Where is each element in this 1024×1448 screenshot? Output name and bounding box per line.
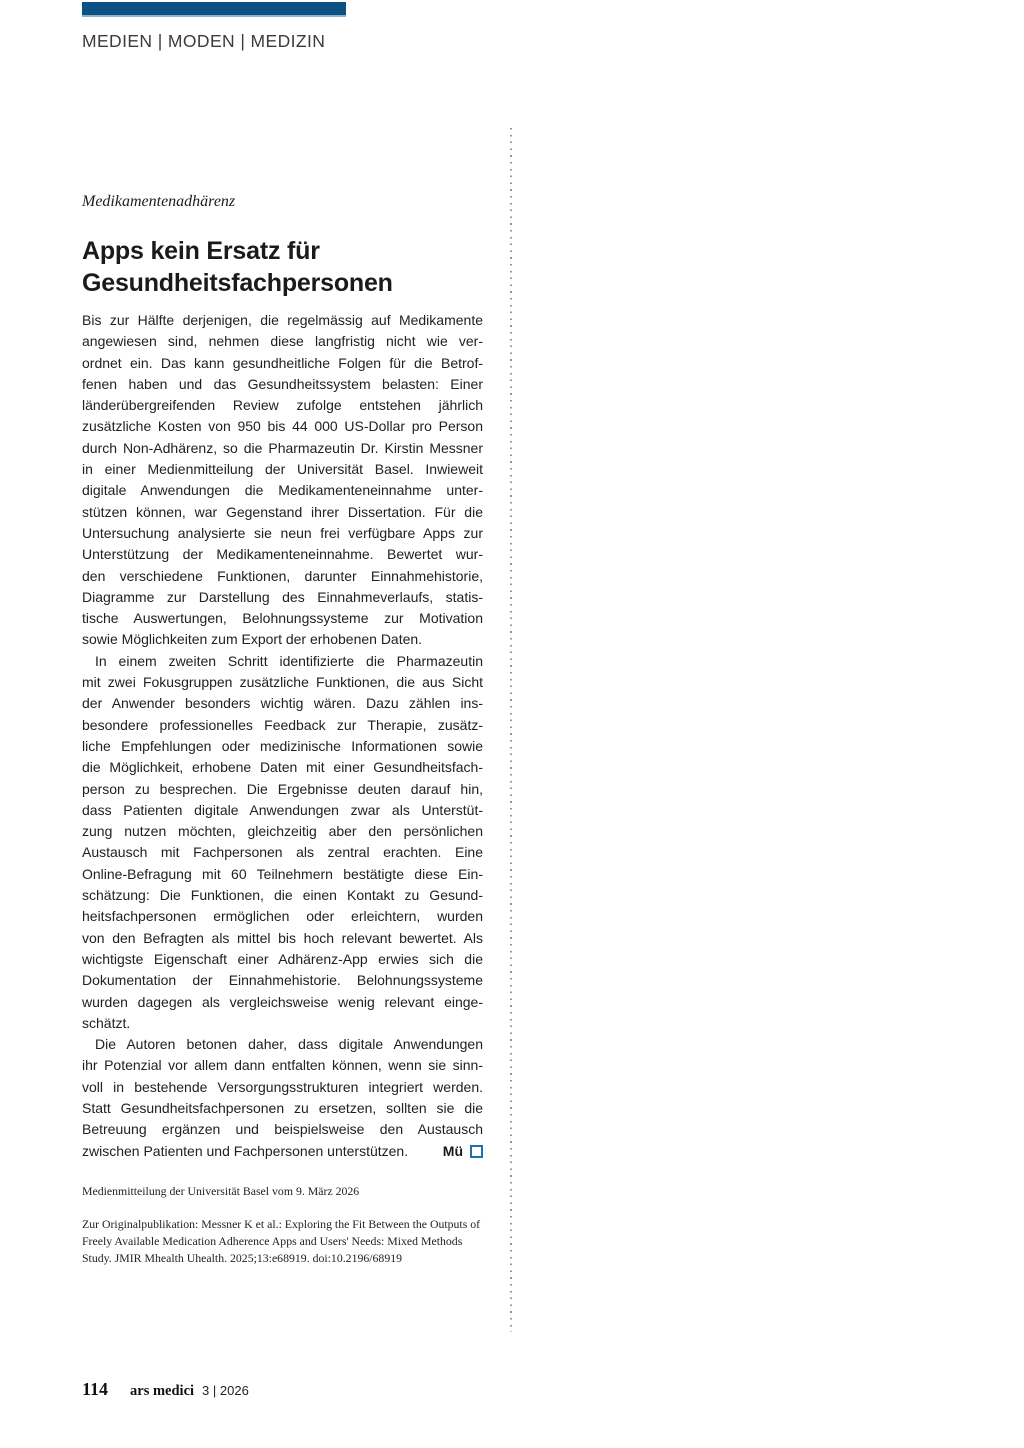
- magazine-name: ars medici: [130, 1383, 195, 1399]
- body-line: Betreuung ergänzen und beispielsweise den Austausch: [82, 1121, 483, 1138]
- body-line: die Möglichkeit, erhobene Daten mit einer Gesundheitsfach-: [82, 759, 483, 776]
- body-line: zung nutzen möchten, gleichzeitig aber den persönlichen: [82, 823, 483, 840]
- body-line: Untersuchung analysierte sie neun frei verfügbare Apps zur: [82, 524, 483, 541]
- body-line: Austausch mit Fachpersonen als zentral erachten. Eine: [82, 844, 483, 861]
- body-line: besondere professionelles Feedback zur Therapie, zusätz-: [82, 716, 483, 733]
- body-line: Diagramme zur Darstellung des Einnahmeverlaufs, statis-: [82, 588, 483, 605]
- body-line: schätzt.: [82, 1014, 131, 1031]
- body-line: voll in bestehende Versorgungsstrukturen integriert werden.: [82, 1078, 483, 1095]
- body-line: mit zwei Fokusgruppen zusätzliche Funktionen, die aus Sicht: [82, 674, 483, 691]
- body-line: Unterstützung der Medikamenteneinnahme. Bewertet wur-: [82, 546, 483, 563]
- body-line: wichtigste Eigenschaft einer Adhärenz-App erwies sich die: [82, 950, 483, 967]
- body-line: dass Patienten digitale Anwendungen zwar als Unterstüt-: [82, 801, 483, 818]
- body-line: ihr Potenzial vor allem dann entfalten können, wenn sie sinn-: [82, 1057, 483, 1074]
- body-line: in einer Medienmitteilung der Universität Basel. Inwieweit: [82, 461, 483, 478]
- body-line: ordnet ein. Das kann gesundheitliche Folgen für die Betrof-: [82, 354, 483, 371]
- section-header: MEDIEN | MODEN | MEDIZIN: [82, 31, 326, 51]
- body-line: schätzung: Die Funktionen, die einen Kontakt zu Gesund-: [82, 887, 483, 904]
- article-title-line-2: Gesundheitsfachpersonen: [82, 269, 393, 297]
- body-line: fenen haben und das Gesundheitssystem belasten: Einer: [82, 375, 483, 392]
- body-line: Statt Gesundheitsfachpersonen zu ersetzen, sollten sie die: [82, 1099, 483, 1116]
- body-line: person zu besprechen. Die Ergebnisse deuten darauf hin,: [82, 780, 483, 797]
- endmark-square-icon: [470, 1145, 483, 1158]
- body-line: den verschiedene Funktionen, darunter Einnahmehistorie,: [82, 567, 483, 584]
- body-line: von den Befragten als mittel bis hoch relevant bewertet. Als: [82, 929, 483, 946]
- footnote-source: Medienmitteilung der Universität Basel vom 9. März 2026: [82, 1183, 360, 1198]
- issue-label: 3 | 2026: [202, 1383, 249, 1398]
- article-body: [82, 310, 483, 1162]
- body-line: Dokumentation der Einnahmehistorie. Belohnungssysteme: [82, 972, 483, 989]
- body-line: Bis zur Hälfte derjenigen, die regelmässig auf Medikamente: [82, 312, 483, 328]
- article-footnotes: [82, 1183, 483, 1267]
- body-line: zusätzliche Kosten von 950 bis 44 000 US-Dollar pro Person: [82, 418, 483, 435]
- body-line: heitsfachpersonen ermöglichen oder erleichtern, wurden: [82, 908, 483, 925]
- body-line: Die Autoren betonen daher, dass digitale Anwendungen: [95, 1036, 483, 1053]
- body-line: wurden dagegen als vergleichsweise wenig relevant einge-: [82, 993, 483, 1010]
- page-number: 114: [82, 1379, 109, 1399]
- page-footer: [82, 1379, 249, 1400]
- body-line: tische Auswertungen, Belohnungssysteme zur Motivation: [82, 610, 483, 627]
- body-line: digitale Anwendungen die Medikamenteneinnahme unter-: [82, 482, 483, 499]
- section-color-bar: [82, 2, 346, 17]
- body-line: sowie Möglichkeiten zum Export der erhobenen Daten.: [82, 631, 423, 648]
- column-divider-dotted-rule: [510, 128, 512, 1332]
- article-title-line-1: Apps kein Ersatz für: [82, 237, 320, 265]
- author-initials: Mü: [442, 1142, 463, 1159]
- body-line: In einem zweiten Schritt identifizierte die Pharmazeutin: [95, 652, 483, 669]
- body-line: [82, 1141, 483, 1162]
- body-line: liche Empfehlungen oder medizinische Informationen sowie: [82, 737, 483, 754]
- article: [82, 193, 483, 1267]
- body-line-text: zwischen Patienten und Fachpersonen unterstützen.: [82, 1142, 409, 1159]
- body-line: länderübergreifenden Review zufolge entstehen jährlich: [82, 397, 483, 414]
- body-line: der Anwender besonders wichtig wären. Dazu zählen ins-: [82, 695, 483, 712]
- article-kicker: Medikamentenadhärenz: [82, 193, 236, 210]
- body-line: Online-Befragung mit 60 Teilnehmern bestätigte diese Ein-: [82, 865, 483, 882]
- body-line: stützen können, war Gegenstand ihrer Dissertation. Für die: [82, 503, 483, 520]
- footnote-publication: Zur Originalpublikation: Messner K et al.: Exploring the Fit Between the Outputs of Freely Available Medication Adherence Apps and Users' Needs: Mixed Methods Study. JMIR Mhealth Uhealth. 2025;13:e68919. doi:10.2196/68919: [82, 1216, 481, 1265]
- article-title: [82, 235, 483, 299]
- body-line: durch Non-Adhärenz, so die Pharmazeutin Dr. Kirstin Messner: [82, 439, 483, 456]
- body-line: angewiesen sind, nehmen diese langfristig nicht wie ver-: [82, 333, 483, 350]
